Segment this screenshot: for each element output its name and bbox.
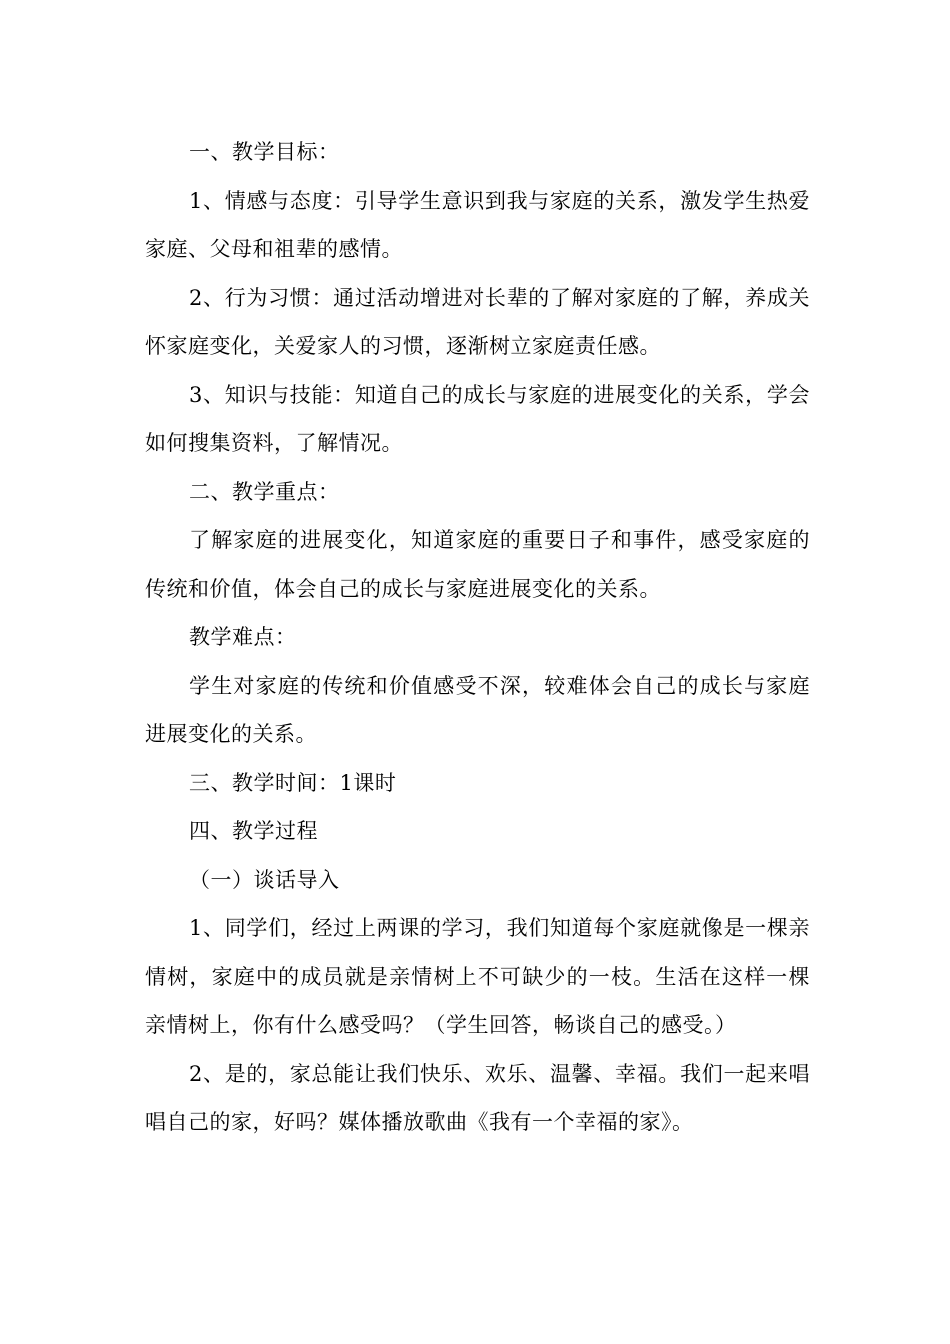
teaching-focus-text: 了解家庭的进展变化，知道家庭的重要日子和事件，感受家庭的传统和价值，体会自己的成长与家庭进展变化的关系。 [145,528,810,601]
goal-behavior-habits: 2、行为习惯：通过活动增进对长辈的了解对家庭的了解，养成关怀家庭变化，关爱家人的习惯，逐渐树立家庭责任感。 [145,285,810,358]
subheading-introduction: （一）谈话导入 [189,867,340,892]
heading-teaching-difficulty: 教学难点： [189,625,297,649]
process-step-2: 2、是的，家总能让我们快乐、欢乐、温馨、幸福。我们一起来唱唱自己的家，好吗？媒体播放歌曲《我有一个幸福的家》。 [145,1061,810,1134]
goal-knowledge-skills: 3、知识与技能：知道自己的成长与家庭的进展变化的关系，学会如何搜集资料，了解情况。 [145,382,810,455]
heading-teaching-focus: 二、教学重点： [189,479,340,504]
process-step-1: 1、同学们，经过上两课的学习，我们知道每个家庭就像是一棵亲情树，家庭中的成员就是亲情树上不可缺少的一枝。生活在这样一棵亲情树上，你有什么感受吗？（学生回答，畅谈自己的感受。） [145,916,810,1037]
document-body [145,128,810,1147]
heading-teaching-time: 三、教学时间：1课时 [189,770,397,795]
heading-teaching-goals: 一、教学目标： [189,140,340,164]
goal-emotion-attitude: 1、情感与态度：引导学生意识到我与家庭的关系，激发学生热爱家庭、父母和祖辈的感情。 [145,188,810,261]
teaching-difficulty-text: 学生对家庭的传统和价值感受不深，较难体会自己的成长与家庭进展变化的关系。 [145,673,810,746]
heading-teaching-process: 四、教学过程 [189,819,318,843]
